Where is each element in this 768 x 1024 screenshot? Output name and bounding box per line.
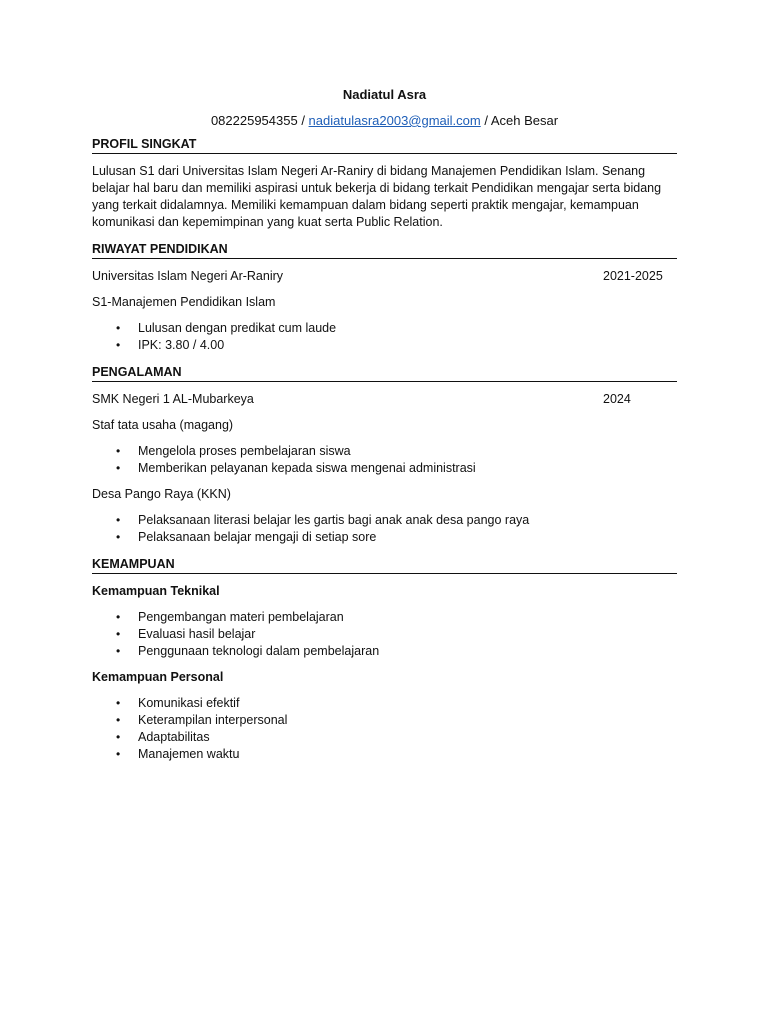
email-link[interactable]: nadiatulasra2003@gmail.com [308, 113, 481, 128]
profile-heading: PROFIL SINGKAT [92, 136, 677, 154]
experience-role: Staf tata usaha (magang) [92, 418, 234, 432]
experience-org: SMK Negeri 1 AL-Mubarkeya [92, 392, 254, 406]
list-item: • Komunikasi efektif [116, 696, 240, 710]
technical-skills-heading: Kemampuan Teknikal [92, 584, 220, 598]
list-item: • Keterampilan interpersonal [116, 713, 288, 727]
experience-list [92, 443, 677, 477]
education-heading: RIWAYAT PENDIDIKAN [92, 241, 677, 259]
education-years: 2021-2025 [603, 269, 663, 283]
bullet-icon: • [116, 747, 121, 761]
list-item: • Manajemen waktu [116, 747, 240, 761]
bullet-icon: • [116, 644, 121, 658]
list-item: • IPK: 3.80 / 4.00 [116, 338, 225, 352]
list-item: • Pelaksanaan literasi belajar les gartis bagi anak anak desa pango raya [116, 513, 530, 527]
resume-content [92, 86, 677, 763]
bullet-icon: • [116, 696, 121, 710]
experience-row [92, 391, 677, 408]
bullet-icon: • [116, 444, 121, 458]
profile-text: Lulusan S1 dari Universitas Islam Negeri Ar-Raniry di bidang Manajemen Pendidikan Islam. Senang belajar hal baru dan memiliki aspirasi untuk bekerja di bidang terkait Pendidikan mengajar serta bidang yang terkait didalamnya. Memiliki kemampuan dalam bidang seperti praktik mengajar, kemampuan komunikasi dan kepemimpinan yang kuat serta Public Relation. [92, 164, 662, 229]
separator: / [480, 113, 491, 128]
bullet-icon: • [116, 730, 121, 744]
location: Aceh Besar [490, 113, 559, 128]
phone-number: 082225954355 [210, 113, 298, 128]
experience-list [92, 512, 677, 546]
experience-heading: PENGALAMAN [92, 364, 677, 382]
list-item: • Mengelola proses pembelajaran siswa [116, 444, 351, 458]
list-item: • Pengembangan materi pembelajaran [116, 610, 344, 624]
education-degree: S1-Manajemen Pendidikan Islam [92, 295, 276, 309]
list-item: • Lulusan dengan predikat cum laude [116, 321, 337, 335]
contact-line [92, 112, 677, 130]
bullet-icon: • [116, 713, 121, 727]
experience-year: 2024 [603, 392, 631, 406]
education-row [92, 268, 677, 285]
candidate-name: Nadiatul Asra [342, 87, 427, 102]
bullet-icon: • [116, 513, 121, 527]
list-item: • Penggunaan teknologi dalam pembelajaran [116, 644, 380, 658]
separator: / [297, 113, 309, 128]
experience-role: Desa Pango Raya (KKN) [92, 487, 231, 501]
personal-skills-list [92, 695, 677, 763]
bullet-icon: • [116, 461, 121, 475]
bullet-icon: • [116, 338, 121, 352]
bullet-icon: • [116, 530, 121, 544]
technical-skills-list [92, 609, 677, 660]
skills-heading: KEMAMPUAN [92, 556, 677, 574]
bullet-icon: • [116, 321, 121, 335]
list-item: • Pelaksanaan belajar mengaji di setiap sore [116, 530, 377, 544]
education-institution: Universitas Islam Negeri Ar-Raniry [92, 269, 284, 283]
list-item: • Memberikan pelayanan kepada siswa mengenai administrasi [116, 461, 476, 475]
bullet-icon: • [116, 627, 121, 641]
list-item: • Evaluasi hasil belajar [116, 627, 256, 641]
personal-skills-heading: Kemampuan Personal [92, 670, 224, 684]
list-item: • Adaptabilitas [116, 730, 210, 744]
bullet-icon: • [116, 610, 121, 624]
education-list [92, 320, 677, 354]
